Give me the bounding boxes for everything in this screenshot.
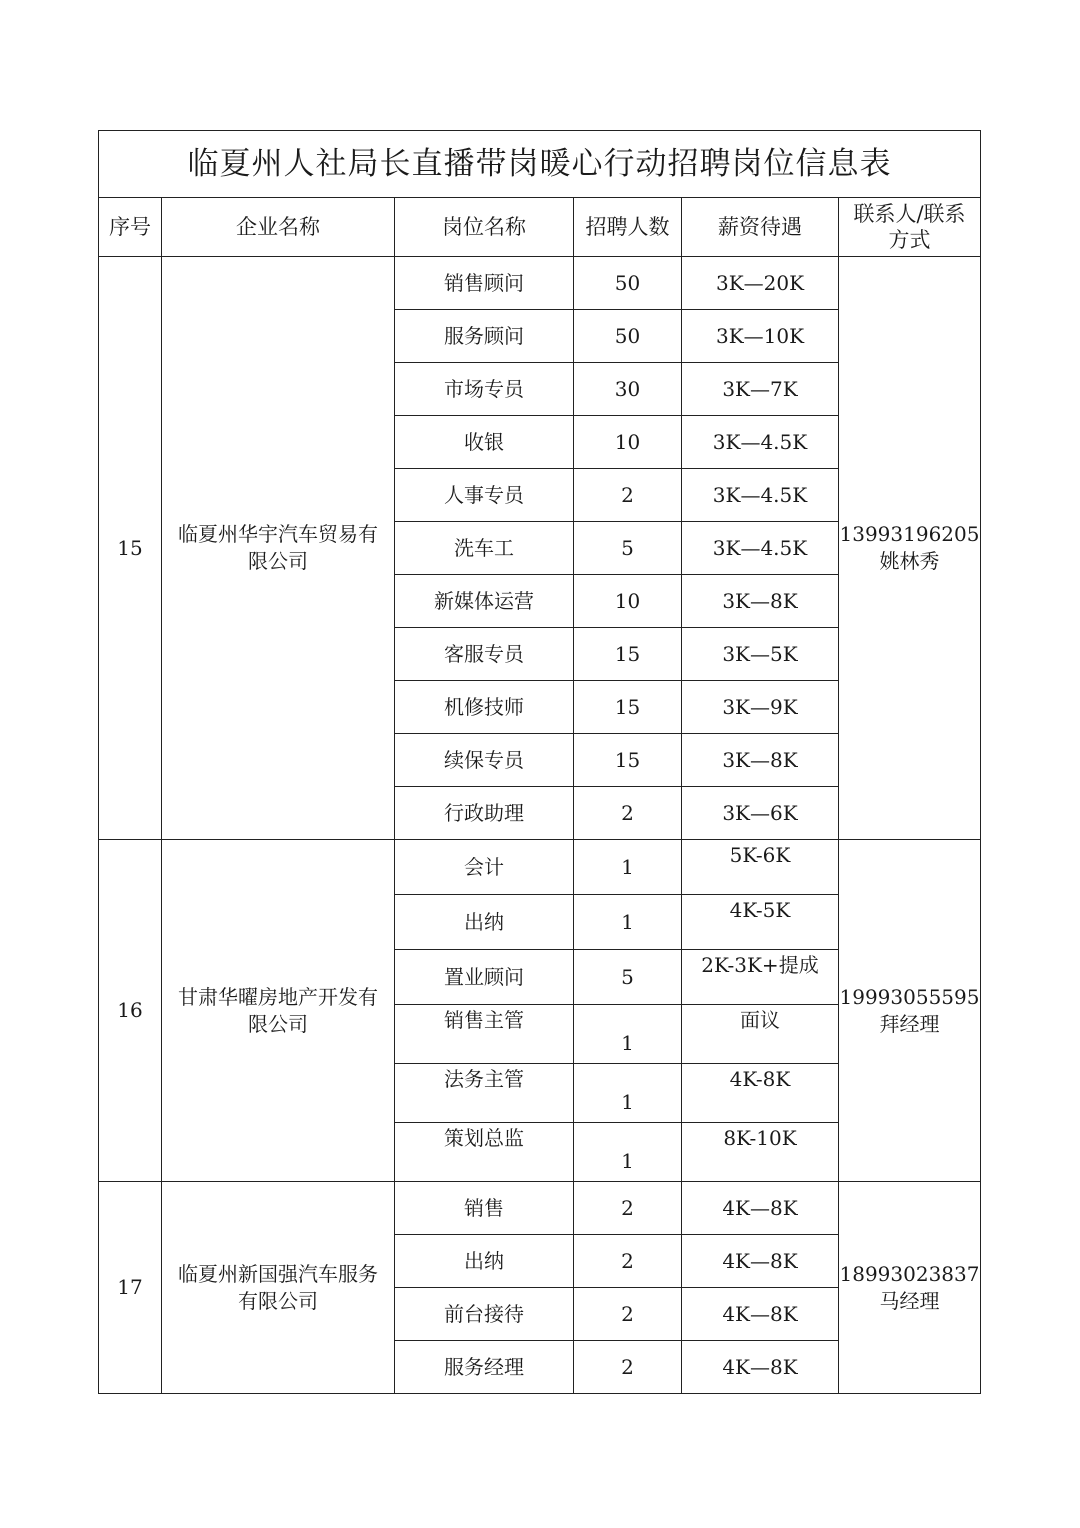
job-salary: 3K—4.5K [682,522,839,575]
job-position: 销售顾问 [395,257,574,310]
job-count: 10 [574,416,682,469]
job-count: 5 [574,522,682,575]
job-salary: 4K—8K [682,1288,839,1341]
company-index: 15 [99,257,162,840]
job-count: 1 [574,895,682,950]
contact-person: 拜经理 [879,1011,940,1036]
header-count: 招聘人数 [574,198,682,257]
contact-person: 姚林秀 [879,549,940,573]
job-count: 2 [574,787,682,840]
header-index: 序号 [99,198,162,257]
company-contact [839,1182,981,1394]
job-count: 15 [574,734,682,787]
company-name: 甘肃华曜房地产开发有限公司 [162,840,395,1182]
job-count: 2 [574,1288,682,1341]
job-count: 1 [574,1123,682,1182]
header-row [99,198,981,257]
job-salary: 4K—8K [682,1182,839,1235]
company-contact [839,257,981,840]
job-count: 2 [574,469,682,522]
contact-phone: 18993023837 [839,1261,980,1286]
page-title: 临夏州人社局长直播带岗暖心行动招聘岗位信息表 [99,131,981,198]
header-contact: 联系人/联系方式 [839,198,981,257]
job-salary: 3K—5K [682,628,839,681]
header-position: 岗位名称 [395,198,574,257]
job-salary: 3K—8K [682,734,839,787]
job-position: 机修技师 [395,681,574,734]
job-position: 置业顾问 [395,950,574,1005]
company-name: 临夏州华宇汽车贸易有限公司 [162,257,395,840]
company-index: 16 [99,840,162,1182]
job-position: 洗车工 [395,522,574,575]
table-row [99,1182,981,1235]
company-contact [839,840,981,1182]
job-salary: 8K-10K [682,1123,839,1182]
title-row [99,131,981,198]
job-salary: 3K—9K [682,681,839,734]
job-position: 服务经理 [395,1341,574,1394]
table-row [99,257,981,310]
job-position: 出纳 [395,895,574,950]
recruitment-table [98,130,981,1394]
job-count: 50 [574,310,682,363]
company-name: 临夏州新国强汽车服务有限公司 [162,1182,395,1394]
job-salary: 3K—4.5K [682,469,839,522]
job-position: 销售主管 [395,1005,574,1064]
job-count: 50 [574,257,682,310]
job-salary: 4K-5K [682,895,839,950]
job-salary: 3K—10K [682,310,839,363]
job-salary: 2K-3K+提成 [682,950,839,1005]
contact-phone: 13993196205 [839,522,980,546]
header-company: 企业名称 [162,198,395,257]
job-count: 1 [574,1064,682,1123]
job-position: 策划总监 [395,1123,574,1182]
job-count: 5 [574,950,682,1005]
job-count: 10 [574,575,682,628]
job-salary: 面议 [682,1005,839,1064]
job-position: 销售 [395,1182,574,1235]
job-salary: 5K-6K [682,840,839,895]
job-count: 15 [574,681,682,734]
company-index: 17 [99,1182,162,1394]
job-count: 2 [574,1235,682,1288]
job-position: 前台接待 [395,1288,574,1341]
contact-phone: 19993055595 [839,984,980,1009]
job-position: 收银 [395,416,574,469]
job-position: 会计 [395,840,574,895]
job-salary: 4K—8K [682,1235,839,1288]
job-salary: 3K—20K [682,257,839,310]
job-salary: 3K—4.5K [682,416,839,469]
job-salary: 4K—8K [682,1341,839,1394]
header-salary: 薪资待遇 [682,198,839,257]
job-count: 15 [574,628,682,681]
job-position: 法务主管 [395,1064,574,1123]
recruitment-sheet [98,130,980,1394]
job-salary: 3K—8K [682,575,839,628]
contact-person: 马经理 [879,1288,940,1313]
job-position: 客服专员 [395,628,574,681]
job-position: 服务顾问 [395,310,574,363]
job-salary: 3K—7K [682,363,839,416]
job-position: 人事专员 [395,469,574,522]
job-position: 行政助理 [395,787,574,840]
job-count: 30 [574,363,682,416]
job-position: 新媒体运营 [395,575,574,628]
job-position: 市场专员 [395,363,574,416]
table-row [99,840,981,895]
job-count: 1 [574,1005,682,1064]
job-salary: 4K-8K [682,1064,839,1123]
job-position: 续保专员 [395,734,574,787]
job-count: 2 [574,1341,682,1394]
job-salary: 3K—6K [682,787,839,840]
job-count: 1 [574,840,682,895]
job-position: 出纳 [395,1235,574,1288]
job-count: 2 [574,1182,682,1235]
